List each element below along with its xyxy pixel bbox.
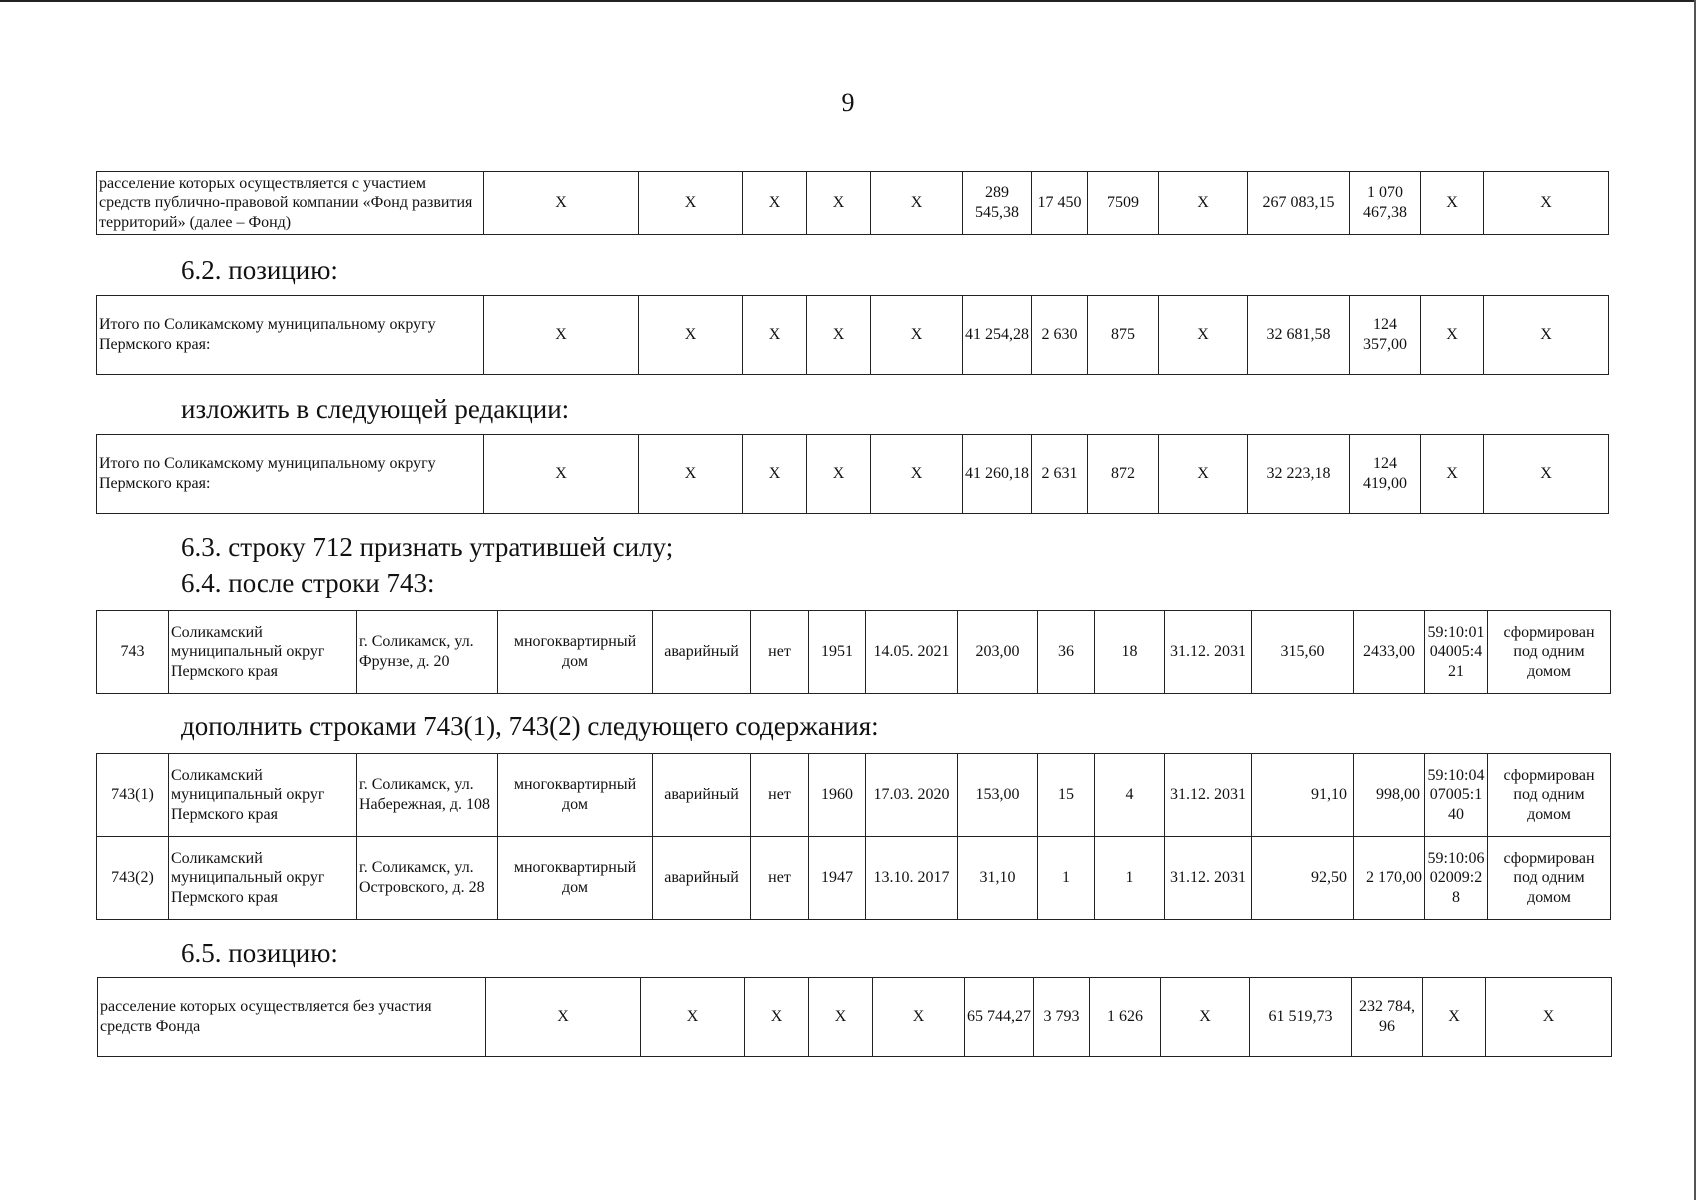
table-cell: 289 545,38: [963, 172, 1032, 235]
table-cell: 267 083,15: [1248, 172, 1350, 235]
table-cell: Х: [743, 435, 807, 514]
table-cell: аварийный: [653, 754, 751, 837]
table-cell: Х: [1484, 296, 1609, 375]
table-cell: Х: [1484, 435, 1609, 514]
table-cell: Х: [1159, 296, 1248, 375]
table-cell: 15: [1038, 754, 1095, 837]
table-cell: 743: [97, 611, 169, 694]
table-cell: нет: [751, 837, 809, 920]
table-cell: 13.10. 2017: [866, 837, 958, 920]
table-cell: 232 784, 96: [1352, 978, 1423, 1057]
table-cell: 17.03. 2020: [866, 754, 958, 837]
table-cell: Х: [1421, 172, 1484, 235]
table-cell: Х: [807, 296, 871, 375]
table-cell: 1947: [809, 837, 866, 920]
table-cell: Х: [871, 172, 963, 235]
table-cell: Х: [639, 296, 743, 375]
table-cell: Х: [871, 296, 963, 375]
table-cell: 2 630: [1032, 296, 1088, 375]
table-cell: 61 519,73: [1250, 978, 1352, 1057]
table-cell: 2433,00: [1354, 611, 1425, 694]
table-cell: многоквартирный дом: [498, 611, 653, 694]
table-cell: Х: [1486, 978, 1612, 1057]
table-cell: 32 223,18: [1248, 435, 1350, 514]
table-row: [97, 611, 1611, 694]
table-cell: 875: [1088, 296, 1159, 375]
table-cell: 2 170,00: [1354, 837, 1425, 920]
table-cell: Соликамский муниципальный округ Пермского края: [169, 754, 357, 837]
table-row: [98, 978, 1612, 1057]
table-cell: Х: [484, 435, 639, 514]
table-cell: 36: [1038, 611, 1095, 694]
table-cell: 31.12. 2031: [1165, 837, 1252, 920]
table-cell: 1 070 467,38: [1350, 172, 1421, 235]
table-cell: 41 260,18: [963, 435, 1032, 514]
table-cell: Х: [639, 172, 743, 235]
page-number: 9: [841, 88, 855, 117]
table-cell: Х: [639, 435, 743, 514]
table-cell: Х: [743, 172, 807, 235]
table-cell: 4: [1095, 754, 1165, 837]
table-cell: Х: [1161, 978, 1250, 1057]
table-row: [97, 754, 1611, 837]
row-label: расселение которых осуществляется без участия средств Фонда: [98, 978, 486, 1057]
table-cell: нет: [751, 611, 809, 694]
table-cell: 91,10: [1252, 754, 1354, 837]
table-cell: 14.05. 2021: [866, 611, 958, 694]
table-cell: г. Соликамск, ул. Фрунзе, д. 20: [357, 611, 498, 694]
table-cell: Х: [484, 296, 639, 375]
table-cell: сформирован под одним домом: [1488, 611, 1611, 694]
table-cell: 7509: [1088, 172, 1159, 235]
table-cell: 59:10:01 04005:4 21: [1425, 611, 1488, 694]
table-cell: 203,00: [958, 611, 1038, 694]
table-cell: 18: [1095, 611, 1165, 694]
table-cell: Х: [1421, 296, 1484, 375]
table-cell: 1 626: [1090, 978, 1161, 1057]
table-cell: 1: [1038, 837, 1095, 920]
table-cell: Х: [807, 435, 871, 514]
table-cell: Х: [484, 172, 639, 235]
table-cell: Х: [1421, 435, 1484, 514]
table-cell: 1951: [809, 611, 866, 694]
heading-6-4: 6.4. после строки 743:: [181, 568, 435, 598]
table-cell: аварийный: [653, 837, 751, 920]
table-cell: Х: [486, 978, 641, 1057]
housing-table-new-rows: [96, 753, 1611, 920]
table-cell: Х: [1423, 978, 1486, 1057]
table-cell: Соликамский муниципальный округ Пермского края: [169, 611, 357, 694]
table-cell: Х: [807, 172, 871, 235]
scan-top-border: [0, 0, 1696, 2]
table-cell: 315,60: [1252, 611, 1354, 694]
table-row: [97, 837, 1611, 920]
table-cell: сформирован под одним домом: [1488, 754, 1611, 837]
table-cell: 31.12. 2031: [1165, 754, 1252, 837]
housing-table-row-743: [96, 610, 1611, 694]
table-cell: 59:10:06 02009:2 8: [1425, 837, 1488, 920]
table-cell: 743(2): [97, 837, 169, 920]
table-cell: 124 419,00: [1350, 435, 1421, 514]
table-row: [97, 435, 1609, 514]
table-cell: 1: [1095, 837, 1165, 920]
table-cell: Х: [1159, 435, 1248, 514]
table-cell: Х: [1484, 172, 1609, 235]
table-cell: Х: [873, 978, 965, 1057]
summary-table-no-fund: [97, 977, 1612, 1057]
table-cell: 31,10: [958, 837, 1038, 920]
heading-6-2: 6.2. позицию:: [181, 255, 338, 285]
table-cell: Соликамский муниципальный округ Пермского края: [169, 837, 357, 920]
table-cell: многоквартирный дом: [498, 754, 653, 837]
table-cell: Х: [809, 978, 873, 1057]
row-label: Итого по Соликамскому муниципальному округу Пермского края:: [97, 296, 484, 375]
heading-edit: изложить в следующей редакции:: [181, 394, 570, 424]
table-cell: нет: [751, 754, 809, 837]
table-cell: многоквартирный дом: [498, 837, 653, 920]
table-cell: 153,00: [958, 754, 1038, 837]
table-row: [97, 296, 1609, 375]
table-cell: Х: [641, 978, 745, 1057]
table-cell: г. Соликамск, ул. Набережная, д. 108: [357, 754, 498, 837]
heading-6-3: 6.3. строку 712 признать утратившей силу;: [181, 532, 674, 562]
table-cell: 3 793: [1034, 978, 1090, 1057]
total-table-new: [96, 434, 1609, 514]
table-cell: аварийный: [653, 611, 751, 694]
table-cell: сформирован под одним домом: [1488, 837, 1611, 920]
table-cell: 872: [1088, 435, 1159, 514]
table-cell: Х: [743, 296, 807, 375]
heading-6-5: 6.5. позицию:: [181, 938, 338, 968]
table-cell: 65 744,27: [965, 978, 1034, 1057]
table-cell: 59:10:04 07005:1 40: [1425, 754, 1488, 837]
table-cell: 41 254,28: [963, 296, 1032, 375]
table-cell: 92,50: [1252, 837, 1354, 920]
row-label: Итого по Соликамскому муниципальному округу Пермского края:: [97, 435, 484, 514]
table-cell: 998,00: [1354, 754, 1425, 837]
heading-supplement: дополнить строками 743(1), 743(2) следующего содержания:: [181, 711, 879, 741]
table-cell: 2 631: [1032, 435, 1088, 514]
summary-table-fund-participation: [96, 171, 1609, 235]
table-cell: г. Соликамск, ул. Островского, д. 28: [357, 837, 498, 920]
table-cell: 31.12. 2031: [1165, 611, 1252, 694]
table-cell: 32 681,58: [1248, 296, 1350, 375]
table-cell: 743(1): [97, 754, 169, 837]
table-cell: Х: [871, 435, 963, 514]
table-cell: 124 357,00: [1350, 296, 1421, 375]
table-cell: 1960: [809, 754, 866, 837]
total-table-old: [96, 295, 1609, 375]
table-cell: Х: [1159, 172, 1248, 235]
table-cell: 17 450: [1032, 172, 1088, 235]
table-cell: Х: [745, 978, 809, 1057]
table-row: [97, 172, 1609, 235]
row-label: расселение которых осуществляется с участием средств публично-правовой компании «Фонд развития территорий» (далее – Фонд): [97, 172, 484, 235]
